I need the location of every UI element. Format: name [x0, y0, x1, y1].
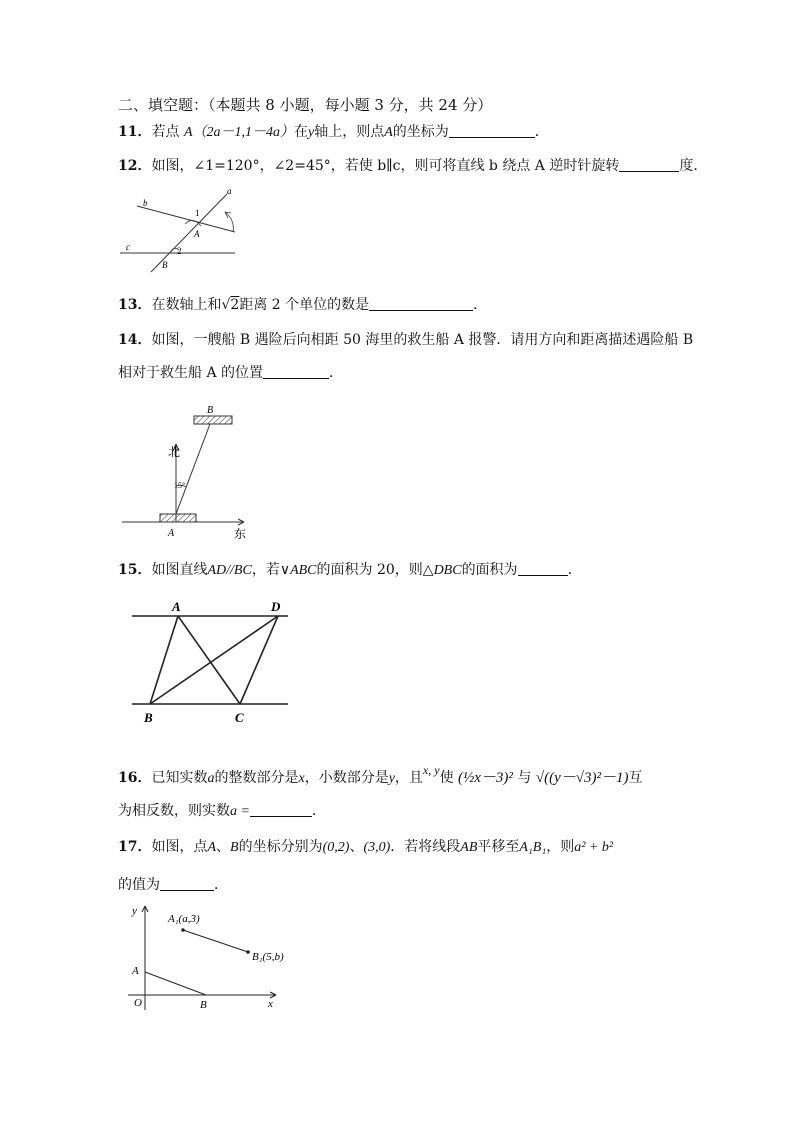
q16-number: 16．: [118, 770, 152, 786]
q13-radical-sign: √: [221, 297, 231, 313]
q17-label-y: y: [132, 905, 137, 917]
q11-axis: y: [308, 125, 315, 140]
q11-text-b: 在: [294, 124, 308, 140]
q14-end: ．: [329, 365, 344, 381]
q17-number: 17．: [118, 839, 152, 855]
q12-label-a: a: [227, 186, 232, 196]
question-17-line1: [118, 838, 613, 857]
q15-text-a: 如图直线: [151, 562, 208, 578]
q16-a-eq: a =: [230, 804, 250, 819]
q17-answer-blank[interactable]: [160, 876, 214, 891]
q15-number: 15．: [118, 562, 152, 578]
q16-expression-2: √((y－√3)²－1): [535, 770, 629, 786]
q16-xy: x, y: [422, 763, 440, 777]
q13-radicand: 2: [230, 297, 240, 313]
q12-label-c: c: [126, 242, 130, 252]
q15-label-D: D: [271, 599, 281, 614]
q15-text-c: 的面积为 20，则△: [316, 562, 434, 578]
q17-text-c: ．若将线段: [390, 839, 461, 855]
q17-point-B1: [246, 950, 250, 954]
q14-text-line2: 相对于救生船 A 的位置: [118, 365, 264, 381]
q16-text-e: 使: [439, 770, 454, 786]
q17-text-d: 平移至: [477, 839, 520, 855]
q15-text-d: 的面积为: [461, 562, 518, 578]
question-12: [118, 157, 698, 175]
q15-text-b: ，若∨: [251, 562, 291, 578]
q16-text-line2: 为相反数，则实数: [118, 803, 230, 819]
q11-text-c: 轴上，则点: [314, 124, 385, 140]
q17-text-a: 如图，点: [151, 839, 208, 855]
q11-point: A: [183, 125, 193, 140]
q17-end: ．: [214, 877, 228, 893]
q15-dbc: DBC: [433, 563, 462, 578]
q12-end: 度.: [679, 158, 698, 174]
q17-sep: 、: [216, 839, 231, 855]
q17-segment-AB: [145, 972, 206, 995]
q17-sep2: 、: [349, 839, 364, 855]
question-14-line1: [118, 331, 693, 349]
q11-answer-blank[interactable]: [449, 123, 535, 138]
q16-text-b: 的整数部分是: [214, 770, 299, 786]
question-15: [118, 561, 582, 580]
q12-label-b: b: [143, 198, 148, 208]
q16-expression-1: (½x－3)²: [458, 770, 513, 786]
q16-text-c: ，小数部分是: [304, 770, 389, 786]
question-13: [118, 296, 487, 314]
q17-segment-A1B1: [183, 930, 248, 952]
q16-var-a: a: [207, 771, 215, 786]
q15-seg-AB: [150, 616, 178, 704]
q11-end: ．: [534, 124, 549, 140]
q17-text-b: 的坐标分别为: [238, 839, 323, 855]
q14-label-north: 北: [168, 445, 181, 459]
q15-label-A: A: [172, 599, 181, 614]
q17-coord-B: (3,0): [363, 840, 391, 855]
q17-point-B: B: [230, 840, 239, 855]
q12-text: 如图，∠1=120°，∠2=45°，若使 b∥c，则可将直线 b 绕点 A 逆时针旋转: [151, 158, 620, 174]
q13-number: 13．: [118, 297, 152, 313]
q17-label-B1: B₁(5,b): [252, 951, 284, 963]
q15-seg-AC: [178, 616, 240, 704]
q17-text-e: ，则: [546, 839, 575, 855]
q12-label-B: B: [162, 260, 168, 270]
q11-point2: A: [384, 125, 393, 140]
q11-number: 11．: [118, 124, 152, 140]
q16-end: ．: [311, 803, 326, 819]
q13-end: ．: [473, 297, 488, 313]
q17-label-O: O: [134, 997, 142, 1009]
q15-abc: ABC: [290, 563, 317, 578]
q11-text-a: 若点: [151, 124, 180, 140]
q17-seg-A1B1: A₁B₁: [519, 840, 547, 855]
q14-answer-blank[interactable]: [263, 364, 329, 379]
q14-label-B: B: [207, 405, 214, 416]
q16-text-g: 互: [628, 770, 643, 786]
q16-answer-blank[interactable]: [250, 802, 312, 817]
section-title: 二、填空题：（本题共 8 小题，每小题 3 分，共 24 分）: [118, 96, 493, 114]
q14-ship-A: [160, 514, 196, 522]
q13-text-a: 在数轴上和: [151, 297, 222, 313]
q14-label-angle: 15°: [174, 481, 186, 490]
q14-line-AB: [176, 424, 210, 514]
q15-label-C: C: [235, 710, 244, 725]
q15-end: ．: [567, 562, 582, 578]
q14-figure: [118, 400, 258, 542]
q13-text-b: 距离 2 个单位的数是: [239, 297, 370, 313]
q17-label-B: B: [200, 999, 207, 1011]
question-16-line1: [118, 754, 642, 786]
question-11: [118, 123, 549, 142]
q17-text-line2: 的值为: [118, 877, 160, 893]
q11-text-d: 的坐标为: [392, 124, 449, 140]
q16-var-y: y: [388, 771, 395, 786]
q17-label-A: A: [132, 965, 139, 977]
q12-label-1: 1: [195, 208, 200, 218]
q17-label-A1: A₁(a,3): [168, 913, 200, 925]
q17-label-x: x: [268, 998, 273, 1010]
q14-label-east: 东: [234, 527, 247, 541]
question-16-line2: [118, 802, 326, 821]
q13-answer-blank[interactable]: [369, 296, 473, 311]
q15-figure: [128, 596, 292, 726]
q12-answer-blank[interactable]: [619, 157, 679, 172]
q15-label-B: B: [144, 710, 153, 725]
question-14-line2: [118, 364, 343, 382]
q11-coords: （2a－1,1－4a）: [192, 125, 294, 140]
q15-ad-bc: AD//BC: [207, 563, 252, 578]
q14-text-line1: 如图，一艘船 B 遇险后向相距 50 海里的救生船 A 报警．请用方向和距离描述遇险船 B: [151, 332, 694, 348]
q14-label-A: A: [168, 528, 175, 539]
q14-number: 14．: [118, 332, 152, 348]
q16-text-d: ，且: [394, 770, 423, 786]
q16-text-f: 与: [517, 770, 532, 786]
q17-coord-A: (0,2): [322, 840, 350, 855]
q17-figure: [120, 900, 310, 1012]
q12-figure: [115, 182, 245, 276]
q12-label-A: A: [194, 229, 200, 239]
q17-point-A1: [181, 928, 185, 932]
q16-text-a: 已知实数: [151, 770, 208, 786]
q15-answer-blank[interactable]: [518, 561, 568, 576]
question-17-line2: [118, 876, 228, 894]
q12-number: 12．: [118, 158, 152, 174]
q14-ship-B: [194, 416, 232, 424]
q17-expression: a² + b²: [574, 840, 614, 855]
q12-label-2: 2: [177, 246, 182, 256]
q12-line-b: [137, 206, 235, 232]
q16-var-x: x: [298, 771, 305, 786]
q17-seg-AB: AB: [460, 840, 478, 855]
q17-point-A: A: [207, 840, 217, 855]
